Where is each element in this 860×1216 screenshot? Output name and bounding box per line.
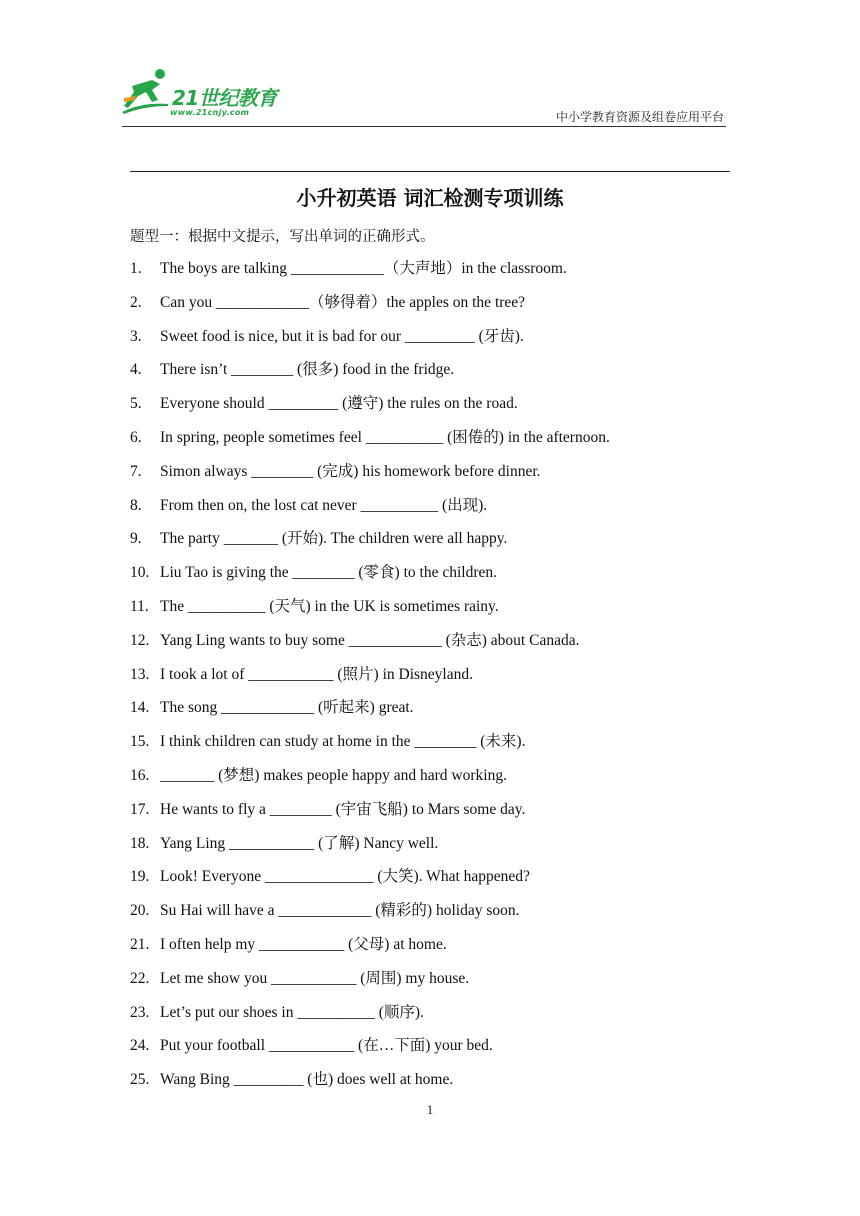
question-number: 21. — [130, 935, 150, 953]
question-number: 17. — [130, 800, 150, 818]
question-text: Sweet food is nice, but it is bad for our _________ (牙齿). — [160, 327, 524, 345]
question-text: The party _______ (开始). The children were all happy. — [160, 530, 508, 548]
question-text: In spring, people sometimes feel __________ (困倦的) in the afternoon. — [160, 428, 610, 446]
question-number: 7. — [130, 462, 142, 480]
question-text: He wants to fly a ________ (宇宙飞船) to Mars some day. — [160, 800, 526, 818]
question-number: 20. — [130, 902, 150, 920]
question-number: 9. — [130, 530, 142, 548]
question-item — [130, 762, 730, 796]
question-number: 14. — [130, 699, 150, 717]
question-number: 25. — [130, 1071, 150, 1089]
question-number: 5. — [130, 395, 142, 413]
question-text: Yang Ling wants to buy some ____________ (杂志) about Canada. — [160, 631, 580, 649]
question-number: 11. — [130, 597, 149, 615]
question-text: Put your football ___________ (在…下面) your bed. — [160, 1037, 493, 1055]
question-item — [130, 863, 730, 897]
question-item — [130, 931, 730, 965]
question-item — [130, 627, 730, 661]
question-text: Liu Tao is giving the ________ (零食) to the children. — [160, 564, 497, 582]
question-item — [130, 999, 730, 1033]
question-text: The boys are talking ____________（大声地）in the classroom. — [160, 260, 567, 277]
logo — [122, 68, 292, 117]
question-text: Yang Ling ___________ (了解) Nancy well. — [160, 834, 439, 852]
platform-tagline: 中小学教育资源及组卷应用平台 — [555, 110, 724, 124]
question-number: 16. — [130, 766, 150, 784]
page-number: 1 — [426, 1102, 434, 1117]
question-text: The __________ (天气) in the UK is sometimes rainy. — [160, 597, 499, 615]
page-header — [122, 64, 726, 128]
title-divider — [130, 171, 730, 172]
question-text: I took a lot of ___________ (照片) in Disneyland. — [160, 665, 473, 683]
question-item — [130, 289, 730, 323]
question-text: I think children can study at home in the ________ (未来). — [160, 733, 526, 751]
question-number: 4. — [130, 361, 142, 379]
question-text: Wang Bing _________ (也) does well at home. — [160, 1071, 454, 1089]
section-heading: 题型一：根据中文提示，写出单词的正确形式。 — [130, 229, 435, 245]
question-text: There isn’t ________ (很多) food in the fridge. — [160, 361, 455, 379]
question-number: 24. — [130, 1037, 150, 1055]
question-number: 12. — [130, 631, 150, 649]
question-number: 22. — [130, 969, 150, 987]
runner-logo-icon — [122, 68, 172, 114]
question-text: The song ____________ (听起来) great. — [160, 699, 414, 717]
logo-url: www.21cnjy.com — [170, 108, 250, 117]
header-divider — [122, 126, 726, 127]
question-item — [130, 796, 730, 830]
question-item — [130, 661, 730, 695]
question-item — [130, 1032, 730, 1066]
question-item — [130, 830, 730, 864]
question-item — [130, 559, 730, 593]
question-item — [130, 424, 730, 458]
question-number: 18. — [130, 834, 150, 852]
question-text: Can you ____________（够得着）the apples on the tree? — [160, 293, 526, 311]
question-item — [130, 694, 730, 728]
question-item — [130, 323, 730, 357]
question-number: 2. — [130, 293, 142, 311]
question-item — [130, 897, 730, 931]
question-text: Su Hai will have a ____________ (精彩的) holiday soon. — [160, 902, 520, 920]
question-item — [130, 390, 730, 424]
question-number: 10. — [130, 564, 150, 582]
question-item — [130, 492, 730, 526]
question-item — [130, 728, 730, 762]
question-number: 19. — [130, 868, 150, 886]
question-number: 3. — [130, 327, 142, 345]
document-title: 小升初英语 词汇检测专项训练 — [296, 186, 564, 210]
question-item — [130, 458, 730, 492]
question-text: Simon always ________ (完成) his homework before dinner. — [160, 462, 541, 480]
question-number: 6. — [130, 428, 142, 446]
question-text: I often help my ___________ (父母) at home. — [160, 935, 447, 953]
question-item — [130, 255, 730, 289]
question-number: 8. — [130, 496, 142, 514]
question-number: 15. — [130, 733, 150, 751]
question-number: 13. — [130, 665, 150, 683]
question-text: _______ (梦想) makes people happy and hard working. — [160, 766, 507, 784]
question-number: 23. — [130, 1003, 150, 1021]
question-number: 1. — [130, 260, 142, 277]
question-item — [130, 356, 730, 390]
question-item — [130, 593, 730, 627]
question-text: From then on, the lost cat never __________ (出现). — [160, 496, 488, 514]
question-list — [130, 255, 730, 1100]
logo-text: 21世纪教育 — [172, 86, 277, 110]
question-item — [130, 965, 730, 999]
question-text: Look! Everyone ______________ (大笑). What happened? — [160, 868, 530, 886]
question-text: Let’s put our shoes in __________ (顺序). — [160, 1003, 424, 1021]
question-text: Let me show you ___________ (周围) my house. — [160, 969, 470, 987]
question-item — [130, 1066, 730, 1100]
question-item — [130, 525, 730, 559]
question-text: Everyone should _________ (遵守) the rules on the road. — [160, 395, 518, 413]
